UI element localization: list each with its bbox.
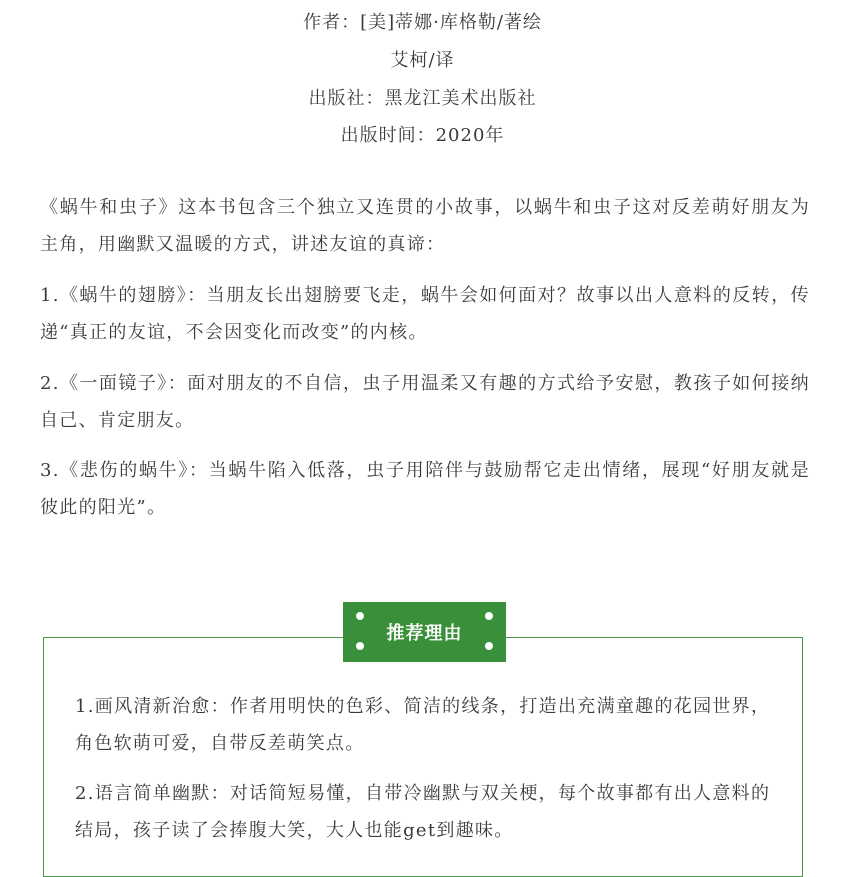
- story-item-3: 3.《悲伤的蜗牛》：当蜗牛陷入低落，虫子用陪伴与鼓励帮它走出情绪，展现“好朋友就是彼此的阳光”。: [40, 460, 810, 518]
- publisher-line: 出版社：黑龙江美术出版社: [308, 88, 537, 109]
- badge-dot-icon: [485, 642, 493, 650]
- pub-time-line: 出版时间：2020年: [340, 125, 505, 146]
- story-item-1: 1.《蜗牛的翅膀》：当朋友长出翅膀要飞走，蜗牛会如何面对？故事以出人意料的反转，传递“真正的友谊，不会因变化而改变”的内核。: [40, 285, 810, 343]
- intro-paragraph: 《蜗牛和虫子》这本书包含三个独立又连贯的小故事，以蜗牛和虫子这对反差萌好朋友为主角，用幽默又温暖的方式，讲述友谊的真谛：: [40, 197, 810, 255]
- badge-dot-icon: [356, 612, 364, 620]
- reason-item-2: 2.语言简单幽默：对话简短易懂，自带冷幽默与双关梗，每个故事都有出人意料的结局，孩子读了会捧腹大笑，大人也能get到趣味。: [75, 783, 771, 841]
- recommend-badge: [343, 602, 506, 662]
- translator-line: 艾柯/译: [390, 50, 455, 71]
- story-item-2: 2.《一面镜子》：面对朋友的不自信，虫子用温柔又有趣的方式给予安慰，教孩子如何接纳自己、肯定朋友。: [40, 373, 810, 431]
- author-line: 作者：[美]蒂娜·库格勒/著绘: [303, 12, 542, 33]
- reason-item-1: 1.画风清新治愈：作者用明快的色彩、简洁的线条，打造出充满童趣的花园世界，角色软萌可爱，自带反差萌笑点。: [75, 696, 771, 754]
- badge-dot-icon: [485, 612, 493, 620]
- badge-dot-icon: [356, 642, 364, 650]
- recommend-title: 推荐理由: [386, 623, 463, 644]
